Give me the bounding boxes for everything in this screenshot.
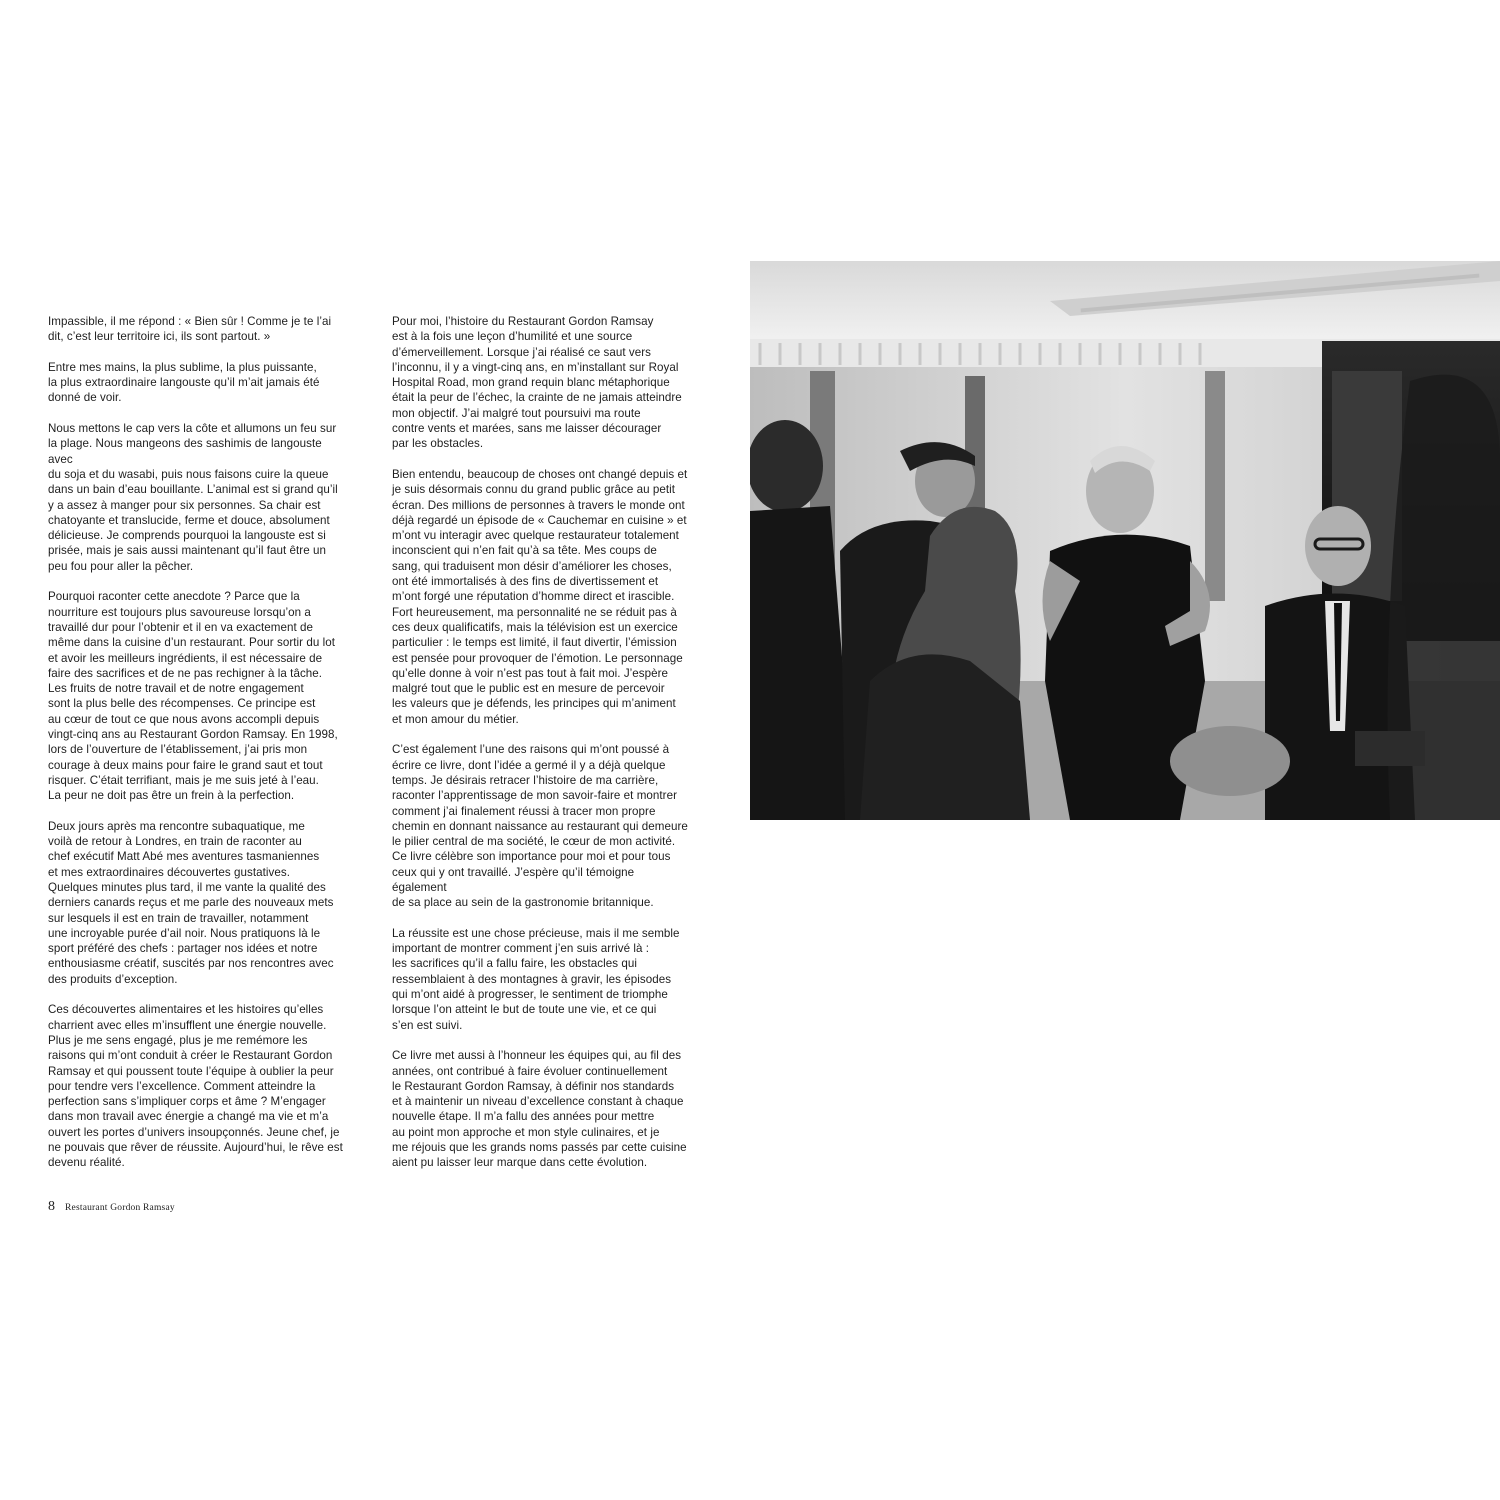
paragraph: C’est également l’une des raisons qui m’ont poussé à écrire ce livre, dont l’idée a germé il y a déjà quelque temps. Je désirais retracer l’histoire de ma carrière, raconter l’apprentissage de mon savoir-faire et montrer comment j’ai finalement réussi à tracer mon propre chemin en donnant naissance au restaurant qui demeure le pilier central de ma société, le cœur de mon activité. Ce livre célèbre son importance pour moi et pour tous ceux qui y ont travaillé. J’espère qu’il témoigne également de sa place au sein de la gastronomie britannique. — [392, 743, 688, 910]
page-footer — [48, 1197, 175, 1215]
right-text-column — [392, 314, 692, 1186]
paragraph: Ces découvertes alimentaires et les histoires qu’elles charrient avec elles m’insufflent une énergie nouvelle. Plus je me sens engagé, plus je me remémore les raisons qui m’ont conduit à créer le Restaurant Gordon Ramsay et qui poussent toute l’équipe à oublier la peur pour tendre vers l’excellence. Comment atteindre la perfection sans s’impliquer corps et âme ? M’engager dans mon travail avec énergie a changé ma vie et m’a ouvert les portes d’univers insoupçonnés. Jeune chef, je ne pouvais que rêver de réussite. Aujourd’hui, le rêve est devenu réalité. — [48, 1003, 343, 1170]
left-text-column — [48, 314, 348, 1186]
paragraph: Pour moi, l’histoire du Restaurant Gordon Ramsay est à la fois une leçon d’humilité et une source d’émerveillement. Lorsque j’ai réalisé ce saut vers l’inconnu, il y a vingt-cinq ans, en m’installant sur Royal Hospital Road, mon grand requin blanc métaphorique était la peur de l’échec, la crainte de ne jamais atteindre mon objectif. J’ai malgré tout poursuivi ma route contre vents et marées, sans me laisser décourager par les obstacles. — [392, 315, 682, 451]
paragraph: Nous mettons le cap vers la côte et allumons un feu sur la plage. Nous mangeons des sashimis de langouste avec du soja et du wasabi, puis nous faisons cuire la queue dans un bain d’eau bouillante. L’animal est si grand qu’il y a assez à manger pour six personnes. Sa chair est chatoyante et translucide, ferme et douce, absolument délicieuse. Je comprends pourquoi la langouste est si prisée, mais je sais aussi maintenant qu’il faut être un peu fou pour aller la pêcher. — [48, 422, 338, 573]
paragraph: Bien entendu, beaucoup de choses ont changé depuis et je suis désormais connu du grand public grâce au petit écran. Des millions de personnes à travers le monde ont déjà regardé un épisode de « Cauchemar en cuisine » et m’ont vu interagir avec quelque restaurateur totalement inconscient qui n’en fait qu’à sa tête. Mes coups de sang, qui traduisent mon désir d’améliorer les choses, ont été immortalisés à des fins de divertissement et m’ont forgé une réputation d’homme direct et irascible. Fort heureusement, ma personnalité ne se réduit pas à ces deux qualificatifs, mais la télévision est un exercice particulier : le temps est limité, il faut divertir, l’émission est pensée pour provoquer de l’émotion. Le personnage qu’elle donne à voir n’est pas tout à fait moi. J’espère malgré tout que le public est en mesure de percevoir les valeurs que je défends, les principes qui m’animent et mon amour du métier. — [392, 467, 688, 726]
running-title: Restaurant Gordon Ramsay — [65, 1203, 175, 1213]
photo-illustration — [750, 261, 1500, 820]
page-number: 8 — [48, 1199, 55, 1214]
group-photo — [750, 261, 1500, 820]
paragraph: Ce livre met aussi à l’honneur les équipes qui, au fil des années, ont contribué à faire évoluer continuellement le Restaurant Gordon Ramsay, à définir nos standards et à maintenir un niveau d’excellence constant à chaque nouvelle étape. Il m’a fallu des années pour mettre au point mon approche et mon style culinaires, et je me réjouis que les grands noms passés par cette cuisine aient pu laisser leur marque dans cette évolution. — [392, 1049, 687, 1170]
paragraph: La réussite est une chose précieuse, mais il me semble important de montrer comment j’en suis arrivé là : les sacrifices qu’il a fallu faire, les obstacles qui ressemblaient à des montagnes à gravir, les épisodes qui m’ont aidé à progresser, le sentiment de triomphe lorsque l’on atteint le but de toute une vie, et ce qui s’en est suivi. — [392, 926, 680, 1032]
paragraph: Entre mes mains, la plus sublime, la plus puissante, la plus extraordinaire langouste qu’il m’ait jamais été donné de voir. — [48, 360, 320, 405]
paragraph: Deux jours après ma rencontre subaquatique, me voilà de retour à Londres, en train de raconter au chef exécutif Matt Abé mes aventures tasmaniennes et mes extraordinaires découvertes gustatives. Quelques minutes plus tard, il me vante la qualité des derniers canards reçus et me parle des nouveaux mets sur lesquels il est en train de travailler, notamment une incroyable purée d’ail noir. Nous pratiquons là le sport préféré des chefs : partager nos idées et notre enthousiasme créatif, suscités par nos rencontres avec des produits d’exception. — [48, 819, 334, 986]
paragraph: Impassible, il me répond : « Bien sûr ! Comme je te l’ai dit, c’est leur territoire ici, ils sont partout. » — [48, 315, 332, 344]
paragraph: Pourquoi raconter cette anecdote ? Parce que la nourriture est toujours plus savoureuse lorsqu’on a travaillé dur pour l’obtenir et il en va exactement de même dans la cuisine d’un restaurant. Pour sortir du lot et avoir les meilleurs ingrédients, il est nécessaire de faire des sacrifices et de ne pas rechigner à la tâche. Les fruits de notre travail et de notre engagement sont la plus belle des récompenses. Ce principe est au cœur de tout ce que nous avons accompli depuis vingt-cinq ans au Restaurant Gordon Ramsay. En 1998, lors de l’ouverture de l’établissement, j’ai pris mon courage à deux mains pour faire le grand saut et tout risquer. C’était terrifiant, mais je me suis jeté à l’eau. La peur ne doit pas être un frein à la perfection. — [48, 590, 338, 803]
